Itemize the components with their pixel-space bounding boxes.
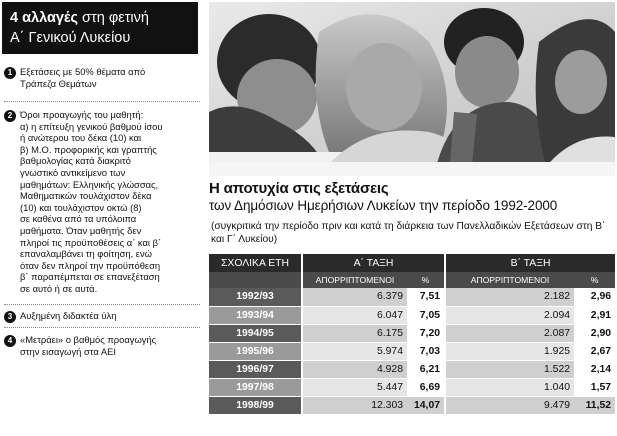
a-failed-header: ΑΠΟΡΡΙΠΤΟΜΕΝΟΙ: [302, 272, 407, 288]
number-badge: 1: [4, 67, 16, 79]
table-row: [209, 378, 615, 396]
year-cell: 1992/93: [209, 288, 302, 306]
b-pct-header: %: [574, 272, 615, 288]
table-note: (συγκριτικά την περίοδο πριν και κατά τη διάρκεια των Πανελλαδικών Εξετάσεων στη Β΄ και Γ΄ Λυκείου): [211, 221, 606, 245]
table-headline: Η αποτυχία στις εξετάσεις: [209, 180, 389, 197]
a-failed-cell: 4.928: [302, 360, 407, 378]
sidebar-title-line2: Α΄ Γενικού Λυκείου: [10, 30, 131, 46]
item-text: α) η επίτευξη γενικού βαθμού ίσου: [20, 120, 163, 132]
item-text: Μαθηματικών τουλάχιστον δέκα: [20, 190, 152, 202]
item-text: μαθήματα. Όταν μαθητής δεν: [20, 224, 142, 236]
a-failed-cell: 6.379: [302, 288, 407, 306]
b-failed-cell: 2.087: [445, 324, 574, 342]
b-failed-cell: 2.094: [445, 306, 574, 324]
item-text: ή ανώτερου του δέκα (10) και: [20, 132, 142, 144]
item-text: Όροι προαγωγής του μαθητή:: [20, 109, 144, 120]
table-row: [209, 306, 615, 324]
year-cell: 1994/95: [209, 324, 302, 342]
b-pct-cell: 11,52: [574, 396, 615, 414]
item-text: «Μετράει» ο βαθμός προαγωγής: [20, 334, 157, 345]
table-subheadline: των Δημόσιων Ημερήσιων Λυκείων την περίοδο 1992-2000: [209, 198, 558, 213]
b-pct-cell: 2,90: [574, 324, 615, 342]
sidebar-title-rest: στη φετινή: [78, 10, 149, 26]
a-pct-cell: 7,03: [407, 342, 445, 360]
b-failed-cell: 1.522: [445, 360, 574, 378]
year-cell: 1997/98: [209, 378, 302, 396]
table-row: [209, 342, 615, 360]
number-badge: 4: [4, 335, 16, 347]
item-text: (10) και τουλάχιστον οκτώ (8): [20, 201, 142, 213]
item-text: επαναλαμβάνει τη φοίτηση, ενώ: [20, 248, 152, 260]
list-item: [4, 66, 200, 102]
b-pct-cell: 2,91: [574, 306, 615, 324]
table-row: [209, 288, 615, 306]
a-pct-cell: 7,20: [407, 324, 445, 342]
table-row: [209, 324, 615, 342]
failure-table: [209, 254, 615, 415]
number-badge: 2: [4, 110, 16, 122]
table-subheader-row: [209, 272, 615, 288]
year-cell: 1995/96: [209, 342, 302, 360]
list-item: [4, 305, 200, 328]
b-failed-cell: 1.925: [445, 342, 574, 360]
year-cell: 1998/99: [209, 396, 302, 414]
b-pct-cell: 2,96: [574, 288, 615, 306]
b-failed-cell: 1.040: [445, 378, 574, 396]
item-text: σε καθένα από τα υπόλοιπα: [20, 213, 137, 225]
group-a-header: Α΄ ΤΑΞΗ: [302, 254, 445, 272]
sidebar-title-bold: 4 αλλαγές: [10, 10, 79, 26]
item-text: Εξετάσεις με 50% θέματα από: [20, 66, 146, 77]
a-pct-cell: 6,69: [407, 378, 445, 396]
a-failed-cell: 6.047: [302, 306, 407, 324]
item-text: Τράπεζα Θεμάτων: [20, 77, 97, 89]
sidebar-title: [2, 2, 198, 54]
item-text: σε αυτό ή σε αυτά.: [20, 282, 98, 294]
list-item: [4, 328, 200, 364]
item-text: β) Μ.Ο. προφορικής και γραπτής: [20, 143, 157, 155]
table-row: [209, 396, 615, 414]
b-pct-cell: 1,57: [574, 378, 615, 396]
number-badge: 3: [4, 311, 16, 323]
b-pct-cell: 2,14: [574, 360, 615, 378]
a-failed-cell: 6.175: [302, 324, 407, 342]
students-exam-photo: [209, 2, 615, 176]
col-year-header: ΣΧΟΛΙΚΑ ΕΤΗ: [209, 254, 302, 272]
change-list: [4, 66, 200, 364]
year-cell: 1993/94: [209, 306, 302, 324]
a-pct-cell: 6,21: [407, 360, 445, 378]
item-text: στην εισαγωγή στα ΑΕΙ: [20, 345, 116, 357]
a-pct-cell: 7,05: [407, 306, 445, 324]
year-cell: 1996/97: [209, 360, 302, 378]
a-pct-header: %: [407, 272, 445, 288]
b-failed-header: ΑΠΟΡΡΙΠΤΟΜΕΝΟΙ: [445, 272, 574, 288]
item-text: όταν δεν πληροί την προϋπόθεση: [20, 259, 161, 271]
table-header-row: [209, 254, 615, 272]
item-text: Αυξημένη διδακτέα ύλη: [20, 310, 117, 321]
b-pct-cell: 2,67: [574, 342, 615, 360]
a-failed-cell: 12.303: [302, 396, 407, 414]
a-failed-cell: 5.447: [302, 378, 407, 396]
table-row: [209, 360, 615, 378]
item-text: βαθμολογίας κατά διακριτό: [20, 155, 131, 167]
group-b-header: Β΄ ΤΑΞΗ: [445, 254, 615, 272]
a-failed-cell: 5.974: [302, 342, 407, 360]
item-text: β΄ παραπέμπεται σε επανεξέταση: [20, 271, 160, 283]
item-text: μαθημάτων: Ελληνικής γλώσσας,: [20, 178, 159, 190]
a-pct-cell: 14,07: [407, 396, 445, 414]
b-failed-cell: 9.479: [445, 396, 574, 414]
b-failed-cell: 2.182: [445, 288, 574, 306]
item-text: γνωστικό αντικείμενο των: [20, 166, 126, 178]
item-text: πληροί τις προϋποθέσεις α΄ και β΄: [20, 236, 162, 248]
list-item: [4, 102, 200, 305]
sidebar: [0, 0, 202, 436]
a-pct-cell: 7,51: [407, 288, 445, 306]
